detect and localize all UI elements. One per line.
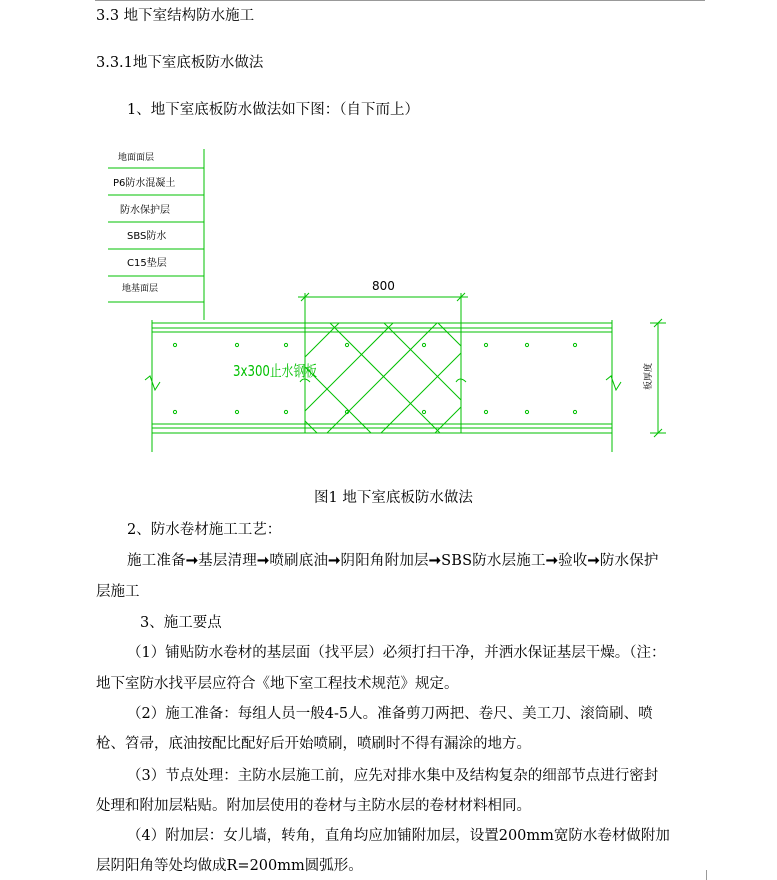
steel-plate-label: 3x300止水钢板 [233, 362, 317, 380]
layer-label: 防水保护层 [120, 205, 170, 216]
process-step: SBS防水层施工 [441, 553, 546, 569]
layer-label: C15垫层 [127, 258, 167, 269]
point-2-line-1: （2）施工准备：每组人员一般4-5人。准备剪刀两把、卷尺、美工刀、滚筒刷、喷 [127, 706, 653, 722]
process-step: 防水保护 [599, 553, 659, 569]
arrow-right-icon: ➞ [328, 552, 341, 569]
subsection-heading: 3.3.1地下室底板防水做法 [96, 55, 264, 71]
layer-label: 地基面层 [122, 284, 159, 294]
arrow-right-icon: ➞ [587, 552, 600, 569]
point-4-line-2: 层阴阳角等处均做成R=200mm圆弧形。 [96, 858, 363, 874]
point-4-line-1: （4）附加层：女儿墙，转角，直角均应加铺附加层，设置200mm宽防水卷材做附加 [127, 828, 670, 844]
process-flow [127, 551, 659, 571]
page-edge-mark [706, 870, 707, 880]
process-step: 基层清理 [198, 553, 257, 569]
layer-label: 地面面层 [118, 153, 155, 163]
process-step: 阴阳角附加层 [340, 553, 429, 569]
arrow-right-icon: ➞ [428, 552, 442, 569]
dimension-label: 800 [372, 279, 395, 293]
layer-label: P6防水混凝土 [113, 178, 176, 189]
figure-caption: 图1 地下室底板防水做法 [314, 490, 473, 506]
process-flow-tail: 层施工 [96, 584, 140, 600]
point-1-line-1: （1）铺贴防水卷材的基层面（找平层）必须打扫干净，并洒水保证基层干燥。（注： [127, 645, 666, 661]
item-3-heading: 3、施工要点 [140, 615, 222, 631]
hatched-zone-border [305, 323, 461, 433]
process-step: 验收 [558, 553, 588, 569]
section-heading: 3.3 地下室结构防水施工 [96, 8, 255, 24]
arrow-right-icon: ➞ [185, 552, 199, 569]
point-3-line-1: （3）节点处理：主防水层施工前，应先对排水集中及结构复杂的细部节点进行密封 [127, 768, 659, 784]
layer-label: SBS防水 [127, 231, 167, 242]
process-step: 喷刷底油 [269, 553, 329, 569]
point-3-line-2: 处理和附加层粘贴。附加层使用的卷材与主防水层的卷材材料相同。 [96, 798, 531, 814]
arrow-right-icon: ➞ [256, 552, 270, 569]
thickness-label: 板厚度 [644, 362, 654, 390]
process-step: 施工准备 [127, 553, 186, 569]
item-2-heading: 2、防水卷材施工工艺： [127, 522, 282, 538]
item-1-heading: 1、地下室底板防水做法如下图：（自下而上） [127, 102, 419, 118]
arrow-right-icon: ➞ [545, 552, 559, 569]
point-2-line-2: 枪、笤帚，底油按配比配好后开始喷刷，喷刷时不得有漏涂的地方。 [96, 736, 531, 752]
point-1-line-2: 地下室防水找平层应符合《地下室工程技术规范》规定。 [96, 676, 459, 692]
break-mark-right [606, 376, 621, 390]
